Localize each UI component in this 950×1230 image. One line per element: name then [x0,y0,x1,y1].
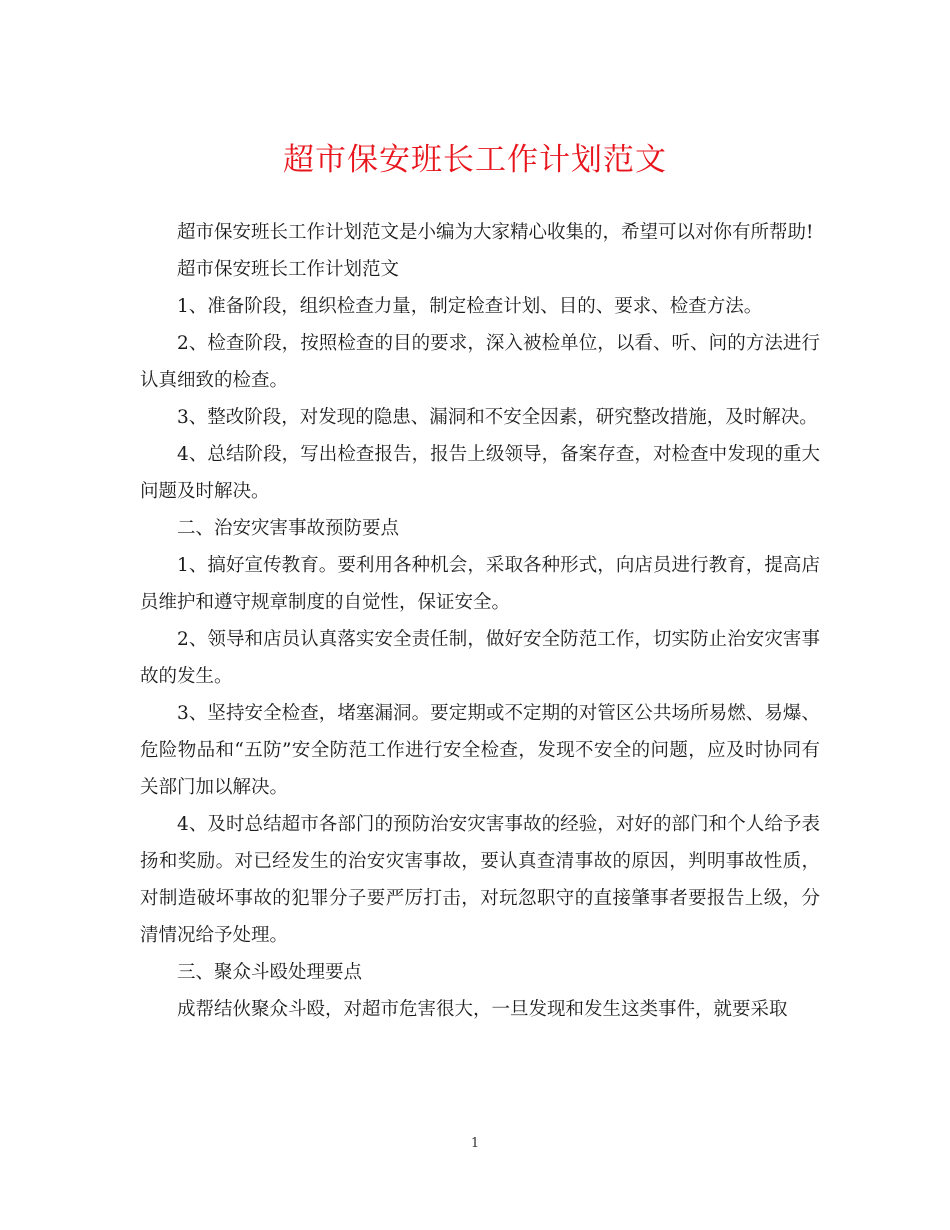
page-number: 1 [470,1136,480,1151]
paragraph-publicity: 1、搞好宣传教育。要利用各种机会，采取各种形式，向店员进行教育，提高店员维护和遵守规章制度的自觉性，保证安全。 [140,555,820,613]
section-heading-fighting: 三、聚众斗殴处理要点 [177,962,363,983]
section-heading-plan: 超市保安班长工作计划范文 [177,259,400,280]
paragraph-fighting: 成帮结伙聚众斗殴，对超市危害很大，一旦发现和发生这类事件，就要采取 [177,999,788,1020]
paragraph-responsibility: 2、领导和店员认真落实安全责任制，做好安全防范工作，切实防止治安灾害事故的发生。 [140,629,820,687]
document-title: 超市保安班长工作计划范文 [283,142,667,178]
intro-paragraph: 超市保安班长工作计划范文是小编为大家精心收集的，希望可以对你有所帮助! [177,222,814,243]
paragraph-rectify-stage: 3、整改阶段，对发现的隐患、漏洞和不安全因素，研究整改措施，及时解决。 [177,407,818,428]
section-heading-prevention: 二、治安灾害事故预防要点 [177,518,400,539]
document-body [140,214,820,1028]
paragraph-summarize-experience: 4、及时总结超市各部门的预防治安灾害事故的经验，对好的部门和个人给予表扬和奖励。对已经发生的治安灾害事故，要认真查清事故的原因，判明事故性质，对制造破坏事故的犯罪分子要严厉打击，对玩忽职守的直接肇事者要报告上级，分清情况给予处理。 [140,814,820,946]
paragraph-prepare-stage: 1、准备阶段，组织检查力量，制定检查计划、目的、要求、检查方法。 [177,296,763,317]
paragraph-summary-stage: 4、总结阶段，写出检查报告，报告上级领导，备案存查，对检查中发现的重大问题及时解决。 [140,444,820,502]
paragraph-safety-check: 3、坚持安全检查，堵塞漏洞。要定期或不定期的对管区公共场所易燃、易爆、危险物品和“五防”安全防范工作进行安全检查，发现不安全的问题，应及时协同有关部门加以解决。 [140,703,820,798]
paragraph-inspect-stage: 2、检查阶段，按照检查的目的要求，深入被检单位，以看、听、问的方法进行认真细致的检查。 [140,333,820,391]
